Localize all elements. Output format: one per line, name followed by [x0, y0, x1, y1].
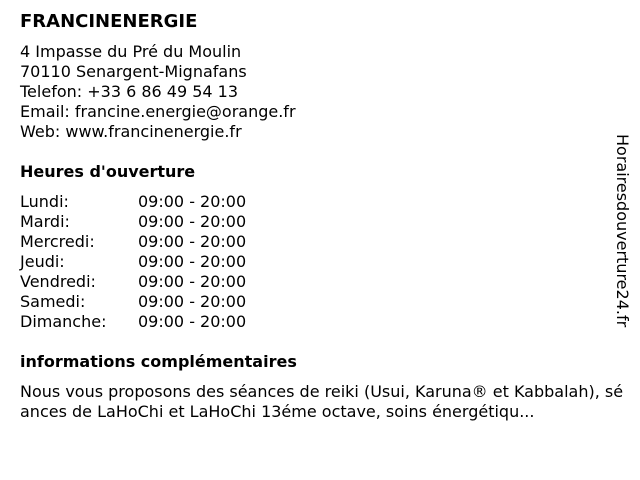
info-title: informations complémentaires: [20, 352, 297, 371]
business-name: FRANCINENERGIE: [20, 11, 198, 32]
email-line: Email: francine.energie@orange.fr: [20, 102, 296, 121]
hours-day: Dimanche:: [20, 312, 107, 331]
hours-row-tuesday: [20, 212, 610, 232]
hours-day: Lundi:: [20, 192, 69, 211]
web-line: Web: www.francinenergie.fr: [20, 122, 242, 141]
hours-time: 09:00 - 20:00: [138, 192, 247, 211]
hours-day: Mercredi:: [20, 232, 95, 251]
hours-time: 09:00 - 20:00: [138, 252, 247, 271]
hours-row-sunday: [20, 312, 610, 332]
hours-day: Mardi:: [20, 212, 70, 231]
hours-row-thursday: [20, 252, 610, 272]
hours-time: 09:00 - 20:00: [138, 212, 247, 231]
hours-row-wednesday: [20, 232, 610, 252]
hours-day: Jeudi:: [20, 252, 65, 271]
hours-time: 09:00 - 20:00: [138, 272, 247, 291]
side-watermark: Horairesdouverture24.fr: [613, 134, 632, 328]
hours-time: 09:00 - 20:00: [138, 292, 247, 311]
hours-row-monday: [20, 192, 610, 212]
hours-day: Samedi:: [20, 292, 86, 311]
hours-row-friday: [20, 272, 610, 292]
hours-time: 09:00 - 20:00: [138, 232, 247, 251]
hours-title: Heures d'ouverture: [20, 162, 196, 181]
info-description: Nous vous proposons des séances de reiki (Usui, Karuna® et Kabbalah), séances de LaHoChi et LaHoChi 13éme octave, soins énergétiqu...: [20, 382, 624, 421]
hours-time: 09:00 - 20:00: [138, 312, 247, 331]
address-line-1: 4 Impasse du Pré du Moulin: [20, 42, 242, 61]
address-line-2: 70110 Senargent-Mignafans: [20, 62, 247, 81]
hours-row-saturday: [20, 292, 610, 312]
phone-line: Telefon: +33 6 86 49 54 13: [20, 82, 239, 101]
hours-day: Vendredi:: [20, 272, 96, 291]
